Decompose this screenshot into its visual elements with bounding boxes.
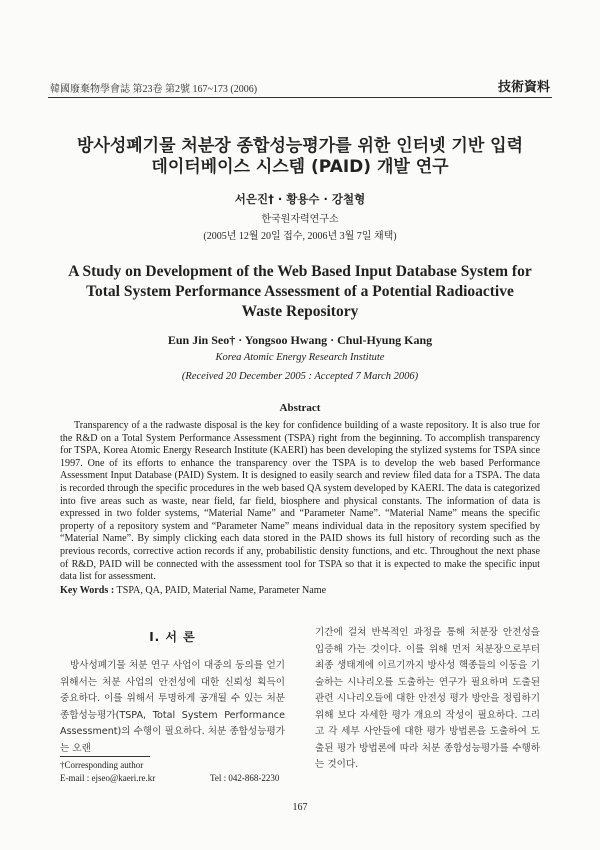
korean-institution: 한국원자력연구소: [261, 214, 339, 225]
journal-header: 韓國廢棄物學會誌 第23卷 第2號 167~173 (2006): [50, 84, 258, 95]
introduction-heading: I. 서 론: [149, 630, 196, 644]
keywords-label: Key Words :: [60, 585, 115, 596]
english-title-line-2: Total System Performance Assessment of a Potential Radioactive: [86, 283, 514, 300]
section-label: 技術資料: [497, 80, 550, 95]
english-title: [40, 262, 560, 322]
corresponding-author-note: †Corresponding author: [60, 760, 144, 770]
corresponding-phone: Tel : 042-868-2230: [210, 773, 280, 783]
korean-title: [40, 136, 560, 178]
introduction-right-text: 기간에 걸쳐 반복적인 과정을 통해 처분장 안전성을 입증해 가는 것이다. 이를 위해 먼저 처분장으로부터 최종 생태계에 이르기까지 방사성 핵종들의 이동을 기술하는 시나리오를 도출하는 연구가 필요하며 도출된 관련 시나리오들에 대한 안전성 평가 방안을 정립하기 위해 보다 자세한 평가 개요의 작성이 필요하다. 그리고 각 세부 사안들에 대한 평가 방법론을 도출하여 도출된 평가 방법론에 따라 처분 종합성능평가를 수행하는 것이다.: [315, 627, 540, 770]
english-institution: Korea Atomic Energy Research Institute: [215, 352, 385, 363]
korean-received-date: (2005년 12월 20일 접수, 2006년 3월 7일 채택): [203, 231, 397, 242]
right-column: [315, 625, 540, 774]
page-number: 167: [292, 802, 308, 813]
footnote-rule: [60, 756, 150, 757]
abstract-heading: Abstract: [279, 402, 321, 414]
keywords: [60, 585, 540, 596]
abstract-text: Transparency of a the radwaste disposal is the key for confidence building of a waste repository. It is also true for the R&D on a Total System Performance Assessment (TSPA) right from the beginning. To accomplish transparency for TSPA, Korea Atomic Energy Research Institute (KAERI) has been developing the stylized systems for TSPA since 1997. One of its efforts to enhance the transparency over the TSPA is to develop the web based Performance Assessment Input Database (PAID) System. It is designed to easily search and review filed data for a TSPA. The data is recorded through the specific procedures in the web based QA system developed by KAERI. The data is categorized into five areas such as waste, near field, far field, biosphere and physical constants. The information of data is expressed in two folder systems, “Material Name” and “Parameter Name”. “Material Name” means the specific property of a repository system and “Parameter Name” means individual data in the repository system specified by “Material Name”. By simply clicking each data stored in the PAID shows its full history of recording such as the previous records, corrective action records if any, probabilistic density functions, and etc. Throughout the next phase of R&D, PAID will be connected with the assessment tool for TSPA so that it is expected to make the specific input data list for assessment.: [60, 420, 540, 583]
korean-title-line-2: 데이터베이스 시스템 (PAID) 개발 연구: [151, 157, 449, 177]
korean-authors: 서은진† · 황용수 · 강철형: [234, 192, 366, 206]
header-rule: [48, 97, 552, 98]
corresponding-email: E-mail : ejseo@kaeri.re.kr: [60, 773, 156, 783]
introduction-left-text: 방사성폐기물 처분 연구 사업이 대중의 동의를 얻기 위해서는 처분 사업의 안전성에 대한 신뢰성 획득이 중요하다. 이를 위해서 투명하게 공개될 수 있는 처분 종합성능평가(TSPA, Total System Performance Assessment)의 수행이 필요하다. 처분 종합성능평가는 오랜: [60, 660, 285, 754]
english-title-line-1: A Study on Development of the Web Based Input Database System for: [68, 263, 532, 280]
english-authors: Eun Jin Seo† · Yongsoo Hwang · Chul-Hyung Kang: [167, 333, 433, 347]
keywords-list: TSPA, QA, PAID, Material Name, Parameter Name: [114, 585, 327, 596]
left-column: [60, 628, 285, 757]
korean-title-line-1: 방사성폐기물 처분장 종합성능평가를 위한 인터넷 기반 입력: [76, 136, 524, 156]
english-received-date: (Received 20 December 2005 : Accepted 7 March 2006): [181, 371, 419, 382]
english-title-line-3: Waste Repository: [241, 303, 359, 320]
